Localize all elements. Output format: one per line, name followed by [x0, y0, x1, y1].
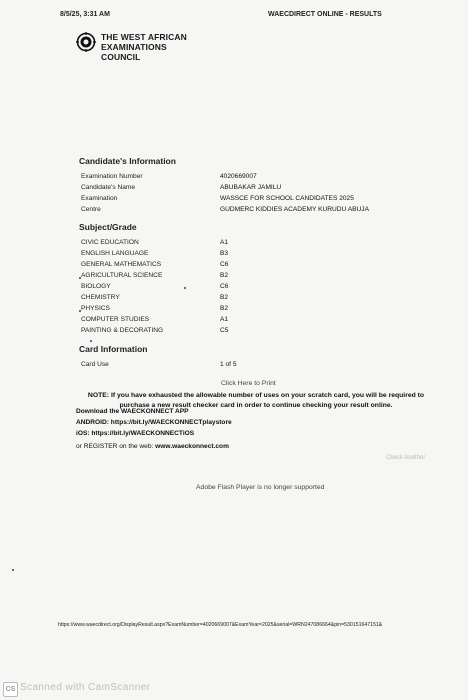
- subject-name: BIOLOGY: [81, 283, 111, 290]
- waec-logo-text: THE WEST AFRICAN EXAMINATIONS COUNCIL: [101, 32, 187, 62]
- candidate-info-title: Candidate's Information: [79, 156, 176, 166]
- candidate-name-label: Candidate's Name: [81, 184, 136, 191]
- card-use-value: 1 of 5: [220, 361, 237, 368]
- centre-label: Centre: [81, 206, 101, 213]
- android-link[interactable]: ANDROID: https://bit.ly/WAECKONNECTplaystore: [76, 419, 232, 426]
- scan-speck: [79, 310, 81, 312]
- subject-name: COMPUTER STUDIES: [81, 316, 150, 323]
- register-line: [76, 443, 229, 450]
- notice-prefix: NOTE:: [87, 392, 110, 399]
- waec-crest-icon: [76, 32, 96, 52]
- check-another-button[interactable]: Check Another: [386, 455, 426, 461]
- register-url-link[interactable]: www.waeckonnect.com: [155, 443, 229, 450]
- register-prefix: or REGISTER on the web:: [76, 443, 154, 450]
- subject-grade: B2: [220, 294, 229, 301]
- subject-name: AGRICULTURAL SCIENCE: [81, 272, 163, 279]
- app-download-text: Download the WAECKONNECT APP: [76, 408, 189, 415]
- subject-name: CIVIC EDUCATION: [81, 239, 139, 246]
- examination-label: Examination: [81, 195, 118, 202]
- subject-name: CHEMISTRY: [81, 294, 120, 301]
- print-link[interactable]: Click Here to Print: [221, 380, 276, 387]
- ios-link[interactable]: iOS: https://bit.ly/WAECKONNECTiOS: [76, 430, 195, 437]
- subject-name: PHYSICS: [81, 305, 110, 312]
- exam-number-value: 4020669007: [220, 173, 257, 180]
- camscanner-logo-icon: CS: [3, 682, 18, 697]
- exam-number-label: Examination Number: [81, 173, 143, 180]
- subject-grade-title: Subject/Grade: [79, 222, 137, 232]
- scan-speck: [79, 277, 81, 279]
- centre-value: GUDMERC KIDDIES ACADEMY KURUDU ABUJA: [220, 206, 369, 213]
- notice-line-1: If you have exhausted the allowable number of uses on your scratch card, you will be required to: [110, 392, 425, 399]
- flash-player-notice: Adobe Flash Player is no longer supported: [196, 484, 325, 491]
- scan-speck: [184, 287, 186, 289]
- subject-name: ENGLISH LANGUAGE: [81, 250, 149, 257]
- scan-speck: [12, 569, 14, 571]
- subject-grade: A1: [220, 239, 229, 246]
- subject-grade: B3: [220, 250, 229, 257]
- subject-grade: C5: [220, 327, 229, 334]
- subject-grade: C6: [220, 283, 229, 290]
- card-use-label: Card Use: [81, 361, 109, 368]
- notice-line-2: purchase a new result checker card in order to continue checking your result online.: [119, 402, 393, 409]
- subject-grade: A1: [220, 316, 229, 323]
- card-info-title: Card Information: [79, 344, 148, 354]
- page-url-footer: https://www.waecdirect.org/DisplayResult.aspx?ExamNumber=4020669007&ExamYear=2025&serial=WRN247086664&pin=530151647151&: [58, 622, 383, 628]
- scan-speck: [90, 340, 92, 342]
- examination-value: WASSCE FOR SCHOOL CANDIDATES 2025: [220, 195, 354, 202]
- print-page-title: WAECDIRECT ONLINE - RESULTS: [268, 11, 382, 18]
- print-datetime: 8/5/25, 3:31 AM: [60, 11, 110, 18]
- subject-grade: B2: [220, 305, 229, 312]
- subject-grade: B2: [220, 272, 229, 279]
- camscanner-watermark: Scanned with CamScanner: [20, 682, 151, 693]
- subject-grade: C6: [220, 261, 229, 268]
- subject-name: PAINTING & DECORATING: [81, 327, 164, 334]
- candidate-name-value: ABUBAKAR JAMILU: [220, 184, 282, 191]
- subject-name: GENERAL MATHEMATICS: [81, 261, 162, 268]
